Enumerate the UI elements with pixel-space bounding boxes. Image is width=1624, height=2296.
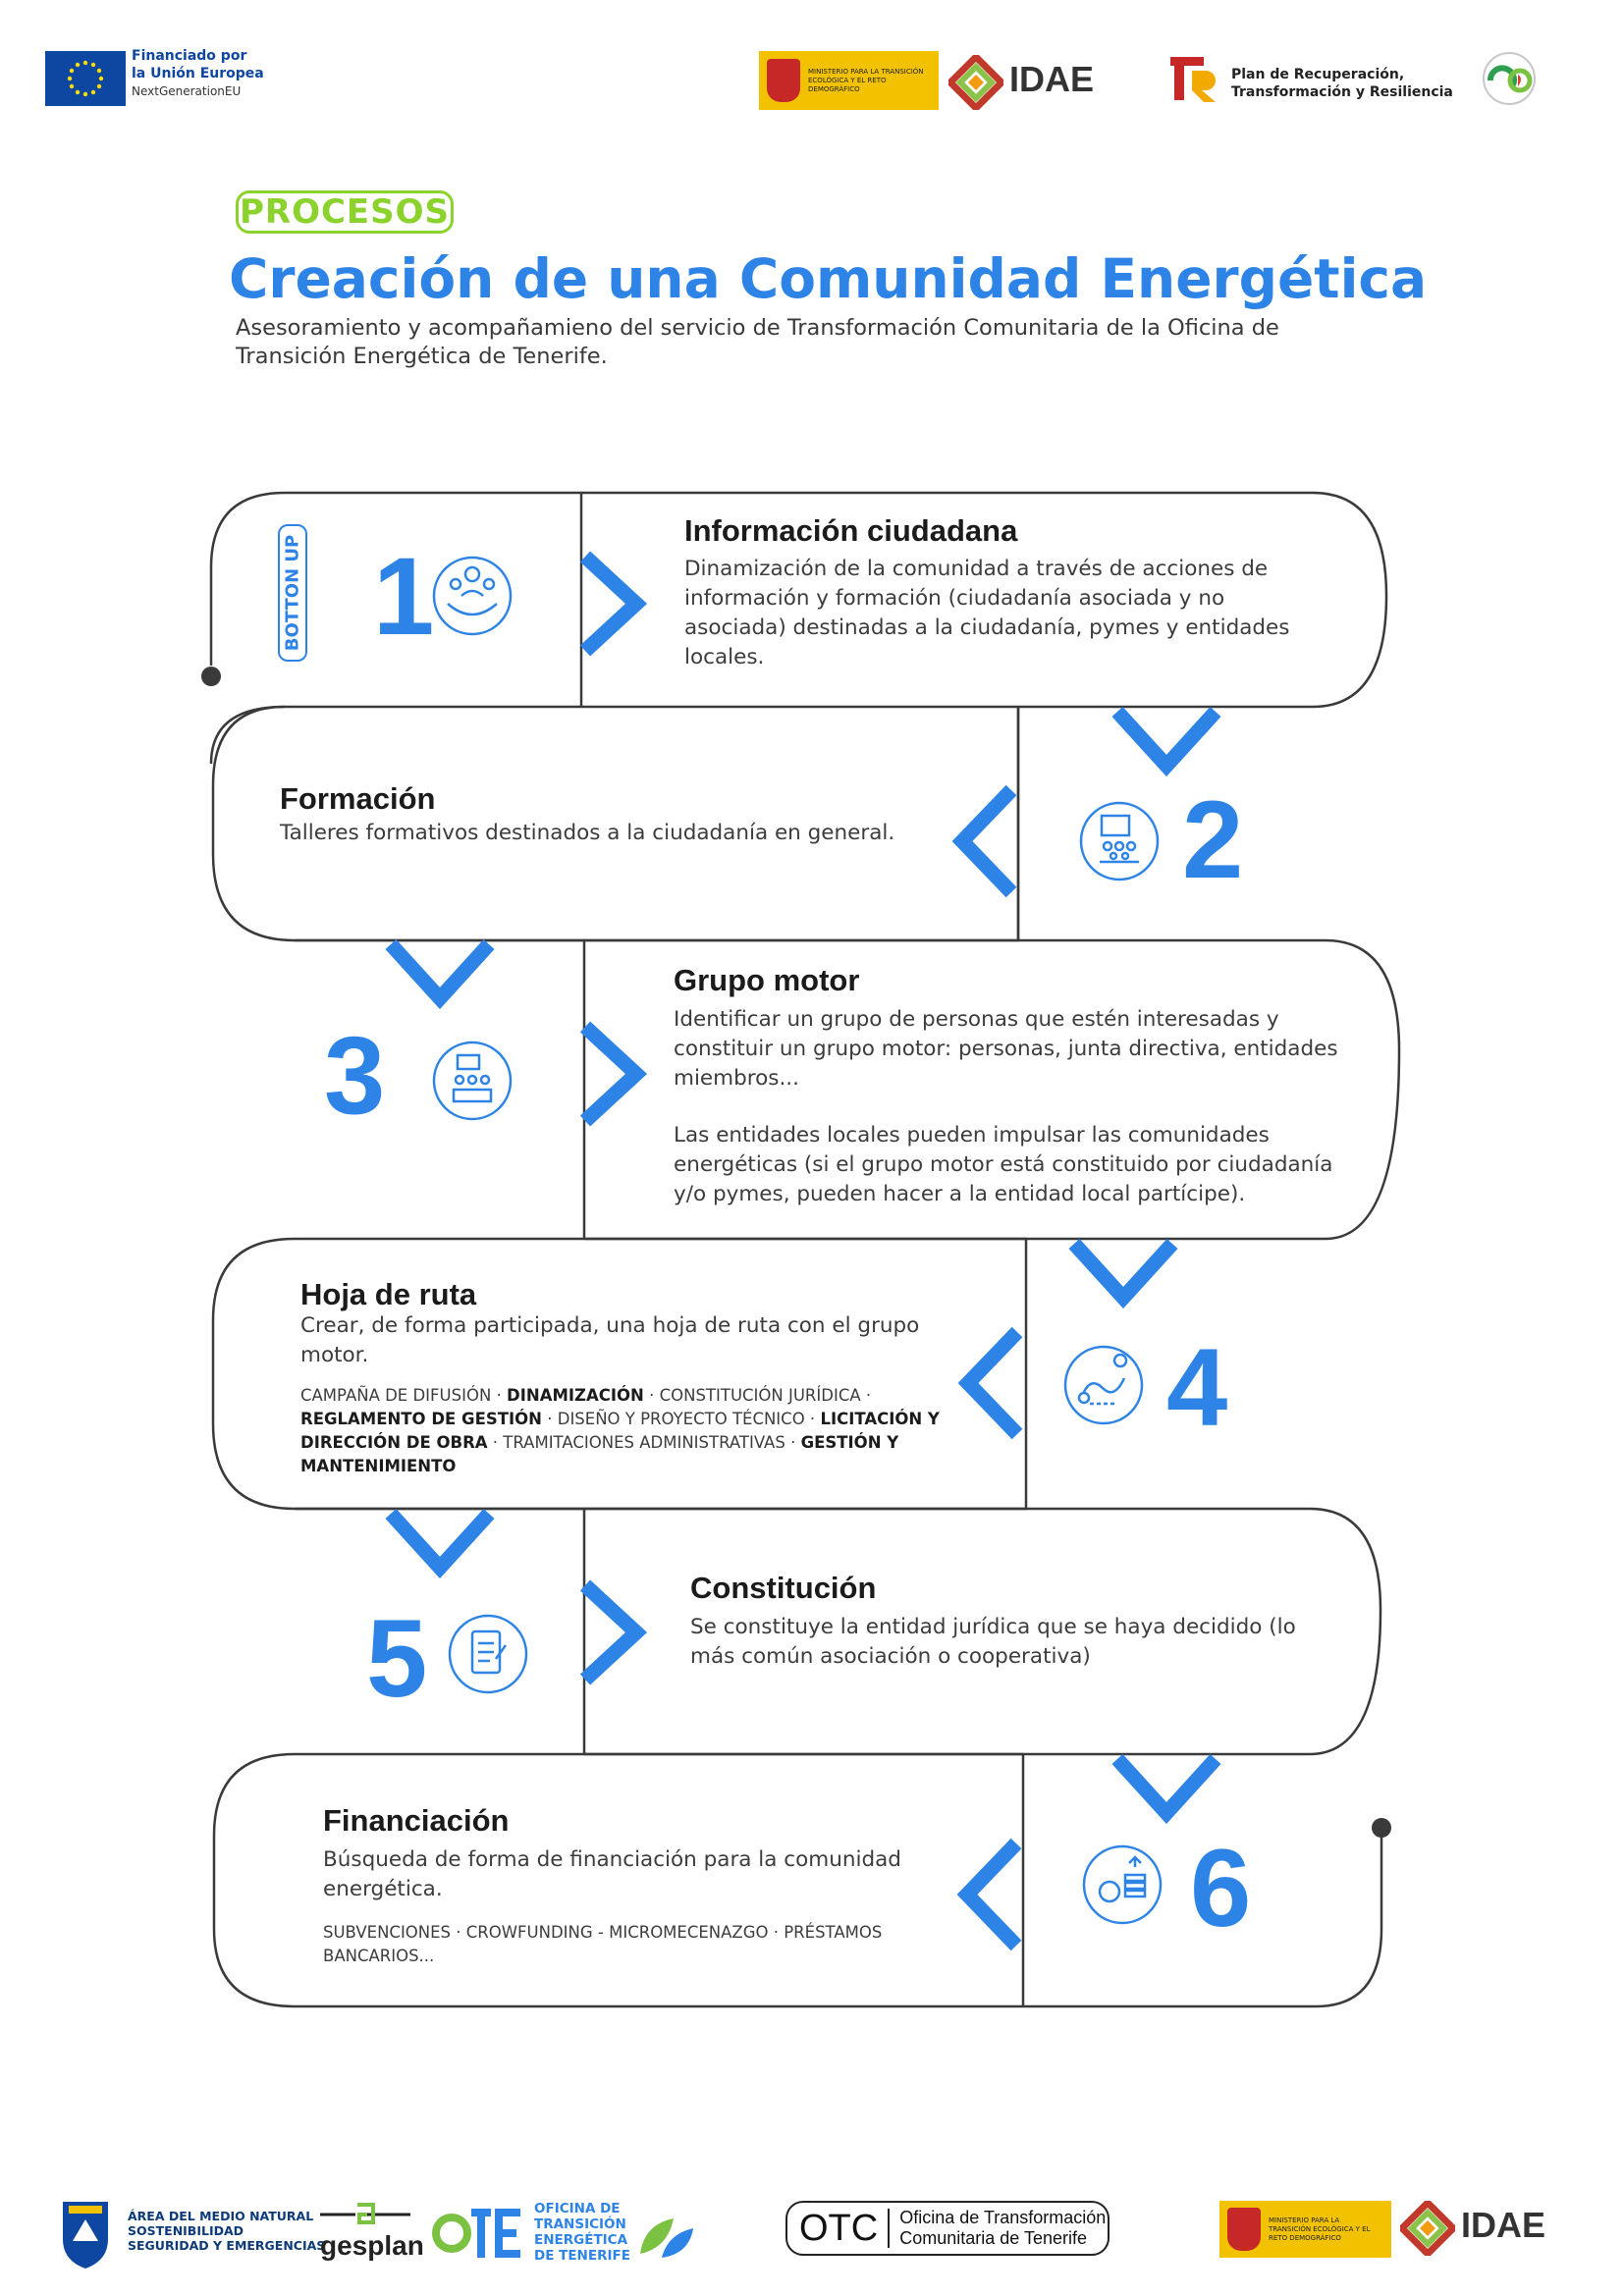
step-1-number: 1 (373, 535, 435, 658)
eu-line-2: la Unión Europea (132, 66, 264, 81)
area-line-1: ÁREA DEL MEDIO NATURAL (128, 2209, 314, 2223)
step-5-title: Constitución (690, 1571, 877, 1605)
step-3-desc-2: Las entidades locales pueden impulsar las comunidades energéticas (si el grupo motor está constituido por ciudadanía y/o pymes, pueden hacer a la entidad local partícipe). (674, 1123, 1333, 1206)
eu-line-1: Financiado por (132, 48, 247, 64)
chevron-down-3 (1074, 1244, 1172, 1298)
roadmap-tag: CAMPAÑA DE DIFUSIÓN (300, 1386, 492, 1405)
gesplan-wordmark: gesplan (320, 2230, 424, 2261)
cabildo-tenerife-logo-icon (55, 2196, 116, 2272)
chevron-down-1 (1117, 712, 1216, 766)
step-1-title: Información ciudadana (684, 513, 1018, 548)
idae-mark-icon (1400, 2201, 1455, 2256)
otc-line-2: Comunitaria de Tenerife (899, 2228, 1087, 2248)
chevron-right-1 (585, 557, 636, 651)
chevron-right-5 (585, 1585, 636, 1680)
page-title: Creación de una Comunidad Energética (229, 247, 1428, 310)
step-5-number: 5 (366, 1597, 428, 1720)
document-scroll-icon (450, 1616, 526, 1692)
page-subtitle: Asesoramiento y acompañamieno del servicio de Transformación Comunitaria de la Oficina de Transición Energética de Tenerife. (236, 315, 1279, 369)
otc-logo (785, 2201, 1110, 2256)
chevron-down-5 (1117, 1759, 1216, 1813)
ote-text (534, 2201, 630, 2264)
roadmap-tag: TRAMITACIONES ADMINISTRATIVAS (503, 1433, 785, 1452)
step-3-title: Grupo motor (674, 963, 860, 997)
finance-coins-icon (1084, 1846, 1161, 1923)
ote-line-4: DE TENERIFE (534, 2248, 630, 2264)
spain-shield-icon (1227, 2208, 1261, 2251)
idae-wordmark: IDAE (1009, 59, 1095, 99)
chevron-left-2 (962, 790, 1011, 892)
ote-line-1: OFICINA DE (534, 2201, 621, 2216)
step-2-number: 2 (1182, 778, 1244, 901)
training-presentation-icon (1081, 803, 1158, 880)
flow-end-dot (1372, 1818, 1391, 1838)
roadmap-tag: CONSTITUCIÓN JURÍDICA (659, 1386, 861, 1405)
roadmap-tag: LICITACIÓN Y DIRECCIÓN DE OBRA (300, 1410, 940, 1452)
step-1-desc: Dinamización de la comunidad a través de acciones de información y formación (ciudadanía asociada y no asociada) destinadas a la ciudadanía, pymes y entidades locales. (684, 557, 1290, 669)
area-line-2: SOSTENIBILIDAD (128, 2223, 244, 2238)
roadmap-tag: DISEÑO Y PROYECTO TÉCNICO (557, 1410, 805, 1428)
otc-line-1: Oficina de Transformación (899, 2208, 1107, 2227)
gesplan-mark-icon (316, 2199, 420, 2228)
ote-logo-icon (432, 2203, 526, 2264)
prtr-line-1: Plan de Recuperación, (1231, 67, 1405, 82)
roadmap-tag: DINAMIZACIÓN (507, 1386, 644, 1405)
area-line-3: SEGURIDAD Y EMERGENCIAS (128, 2238, 326, 2253)
ministry-text: MINISTERIO PARA LA TRANSICIÓN ECOLÓGICA Y EL RETO DEMOGRÁFICO (808, 67, 924, 93)
ote-line-3: ENERGÉTICA (534, 2232, 628, 2248)
otc-abbr: OTC (799, 2209, 890, 2248)
step-4-desc: Crear, de forma participada, una hoja de ruta con el grupo motor. (300, 1313, 920, 1367)
process-tag: PROCESOS (236, 190, 454, 234)
bottom-up-badge (278, 524, 307, 662)
step-6-title: Financiación (323, 1803, 510, 1838)
step-6-number: 6 (1190, 1827, 1252, 1949)
flow-start-dot (201, 667, 221, 686)
chevron-left-4 (968, 1332, 1017, 1434)
area-text (128, 2209, 325, 2253)
step-4-number: 4 (1166, 1326, 1228, 1449)
step-2-desc: Talleres formativos destinados a la ciudadanía en general. (280, 821, 895, 845)
leaf-icon (634, 2205, 697, 2264)
idae-wordmark-footer: IDAE (1461, 2205, 1546, 2245)
chevron-right-3 (585, 1027, 636, 1121)
step-4-tags: CAMPAÑA DE DIFUSIÓN · DINAMIZACIÓN · CONSTITUCIÓN JURÍDICA · REGLAMENTO DE GESTIÓN · DISEÑO Y PROYECTO TÉCNICO · LICITACIÓN Y DIRECCIÓN DE OBRA · TRAMITACIONES ADMINISTRATIVAS · GESTIÓN Y MANTENIMIENTO (300, 1386, 940, 1475)
roadmap-tag: REGLAMENTO DE GESTIÓN (300, 1410, 542, 1428)
roadmap-tag: GESTIÓN Y MANTENIMIENTO (300, 1433, 899, 1475)
step-2-title: Formación (280, 781, 436, 816)
group-meeting-icon (434, 1042, 511, 1119)
eu-line-3: NextGenerationEU (132, 84, 242, 98)
step-5-desc: Se constituye la entidad jurídica que se haya decidido (lo más común asociación o cooperativa) (690, 1615, 1296, 1669)
step-6-tags: SUBVENCIONES · CROWFUNDING - MICROMECENAZGO · PRÉSTAMOS BANCARIOS... (323, 1923, 883, 1965)
route-map-icon (1065, 1347, 1142, 1423)
step-3-desc: Identificar un grupo de personas que estén interesadas y constituir un grupo motor: personas, junta directiva, entidades miembros... (674, 1007, 1338, 1091)
gesplan-logo (316, 2199, 424, 2262)
ministry-text-footer: MINISTERIO PARA LA TRANSICIÓN ECOLÓGICA Y EL RETO DEMOGRÁFICO (1269, 2216, 1371, 2242)
idae-logo-footer (1400, 2201, 1573, 2258)
community-hands-icon (434, 558, 511, 634)
chevron-down-4 (391, 1514, 489, 1568)
step-4-title: Hoja de ruta (300, 1277, 477, 1311)
chevron-left-6 (967, 1843, 1016, 1946)
ote-line-2: TRANSICIÓN (534, 2216, 626, 2232)
step-6-desc: Búsqueda de forma de financiación para la comunidad energética. (323, 1847, 901, 1901)
ministry-logo-footer (1219, 2201, 1391, 2258)
prtr-line-2: Transformación y Resiliencia (1231, 84, 1453, 100)
bottom-up-label: BOTTON UP (282, 534, 303, 652)
step-3-number: 3 (324, 1014, 386, 1137)
chevron-down-2 (391, 944, 489, 998)
